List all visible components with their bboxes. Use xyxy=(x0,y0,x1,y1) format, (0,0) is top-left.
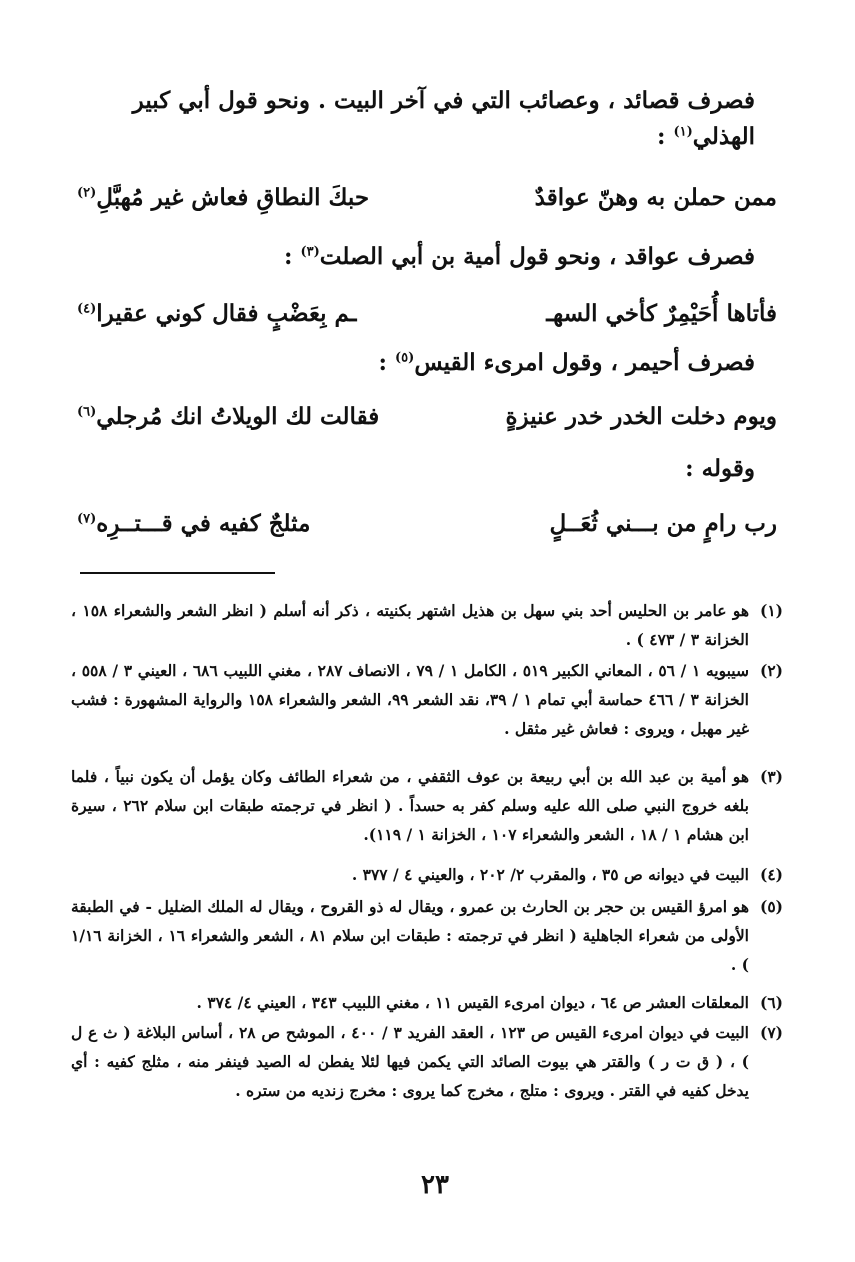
footnote-number: (٦) xyxy=(759,993,783,1012)
footnote-6 xyxy=(71,988,783,1017)
prose-line xyxy=(95,346,755,380)
footnote-separator xyxy=(80,572,275,574)
prose-suffix: : xyxy=(283,243,301,270)
verse-second-text: مثلجٌ كفيه في قـــتــرِه xyxy=(96,510,311,537)
verse xyxy=(77,397,777,437)
verse-second-hemistich xyxy=(77,504,310,544)
footnote-ref: (٧) xyxy=(77,511,97,527)
footnote-number: (١) xyxy=(759,601,783,620)
verse xyxy=(77,504,777,544)
footnote-number: (٥) xyxy=(759,897,783,916)
footnote-number: (٧) xyxy=(759,1023,783,1042)
verse xyxy=(77,294,777,334)
page-number: ٢٣ xyxy=(421,1170,449,1200)
footnote-ref: (٢) xyxy=(77,185,97,201)
verse-first-hemistich: ممن حملن به وهنّ عواقدٌ xyxy=(534,184,777,211)
footnote-text: سيبويه ١ / ٥٦ ، المعاني الكبير ٥١٩ ، الكامل ١ / ٧٩ ، الانصاف ٢٨٧ ، مغني اللبيب ٦٨٦ ، العيني ٣ / ٥٥٨ ، الخزانة ٣ / ٤٦٦ حماسة أبي تمام ١ / ٣٩، نقد الشعر ٩٩، الشعر والشعراء ١٥٨ والرواية المشهورة : فشب غير مهبل ، ويروى : فعاش غير مثقل . xyxy=(71,661,749,738)
prose-line xyxy=(95,452,755,486)
footnote-number: (٢) xyxy=(759,661,783,680)
verse-second-text: ـم بِعَضْبٍ فقال كوني عقيرا xyxy=(96,300,357,327)
prose-text: الهذلي xyxy=(692,123,755,150)
verse-first-hemistich: ويوم دخلت الخدر خدر عنيزةٍ xyxy=(505,403,777,430)
footnote-1 xyxy=(71,596,783,654)
footnote-ref: (٤) xyxy=(77,301,97,317)
footnote-ref: (٣) xyxy=(300,244,320,260)
prose-text: فصرف قصائد ، وعصائب التي في آخر البيت . ونحو قول أبي كبير xyxy=(132,87,755,114)
footnote-ref: (٥) xyxy=(395,350,415,366)
footnote-ref: (٦) xyxy=(77,404,97,420)
footnote-7 xyxy=(71,1018,783,1105)
footnote-3 xyxy=(71,762,783,849)
footnote-text: البيت في ديوان امرىء القيس ص ١٢٣ ، العقد الفريد ٣ / ٤٠٠ ، الموشح ص ٢٨ ، أساس البلاغة ( ث ع ل ) ، ( ق ت ر ) والقتر هي بيوت الصائد التي يكمن فيها لئلا يفطن له الصيد فينفر منه ، مثلج كفيه : أي يدخل كفيه في القتر . ويروى : متلج ، مخرج كما يروى : مخرج زنديه من ستره . xyxy=(71,1023,749,1100)
verse-second-hemistich xyxy=(77,294,357,334)
verse-second-hemistich xyxy=(77,178,369,218)
prose-text: وقوله : xyxy=(685,455,755,482)
footnote-number: (٣) xyxy=(759,767,783,786)
verse-second-text: فقالت لك الويلاتُ انك مُرجلي xyxy=(96,403,380,430)
prose-line xyxy=(95,120,755,154)
footnote-2 xyxy=(71,656,783,743)
footnote-text: هو عامر بن الحليس أحد بني سهل بن هذيل اشتهر بكنيته ، ذكر أنه أسلم ( انظر الشعر والشعراء ١٥٨ ، الخزانة ٣ / ٤٧٣ ) . xyxy=(71,601,750,649)
footnote-text: البيت في ديوانه ص ٣٥ ، والمقرب ٢/ ٢٠٢ ، والعيني ٤ / ٣٧٧ . xyxy=(351,865,749,884)
verse xyxy=(77,178,777,218)
footnote-4 xyxy=(71,860,783,889)
footnote-ref: (١) xyxy=(673,124,693,140)
footnote-number: (٤) xyxy=(759,865,783,884)
verse-second-text: حبكَ النطاقِ فعاش غير مُهبَّلِ xyxy=(96,184,370,211)
prose-line xyxy=(95,84,755,118)
footnote-text: هو امرؤ القيس بن حجر بن الحارث بن عمرو ، ويقال له ذو القروح ، ويقال له الملك الضليل - في الطبقة الأولى من شعراء الجاهلية ( انظر في ترجمته : طبقات ابن سلام ٨١ ، الشعر والشعراء ١٦ ، الخزانة ١/١٦ ) . xyxy=(71,897,749,974)
verse-first-hemistich: فأتاها أُحَيْمِرٌ كأخي السهـ xyxy=(546,300,777,327)
footnote-text: المعلقات العشر ص ٦٤ ، ديوان امرىء القيس ١١ ، مغني اللبيب ٣٤٣ ، العيني ٤/ ٣٧٤ . xyxy=(196,993,749,1012)
verse-first-hemistich: رب رامٍ من بـــني ثُعَــلٍ xyxy=(549,510,777,537)
prose-text: فصرف عواقد ، ونحو قول أمية بن أبي الصلت xyxy=(319,243,755,270)
footnote-5 xyxy=(71,892,783,979)
prose-text: فصرف أحيمر ، وقول امرىء القيس xyxy=(414,349,755,376)
prose-suffix: : xyxy=(656,123,674,150)
verse-second-hemistich xyxy=(77,397,379,437)
prose-line xyxy=(95,240,755,274)
prose-suffix: : xyxy=(378,349,396,376)
footnote-text: هو أمية بن عبد الله بن أبي ربيعة بن عوف الثقفي ، من شعراء الطائف وكان يؤمل أن يكون نبياً ، فلما بلغه خروج النبي صلى الله عليه وسلم كفر به حسداً . ( انظر في ترجمته طبقات ابن سلام ٢٦٢ ، سيرة ابن هشام ١ / ١٨ ، الشعر والشعراء ١٠٧ ، الخزانة ١ / ١١٩). xyxy=(71,767,749,844)
